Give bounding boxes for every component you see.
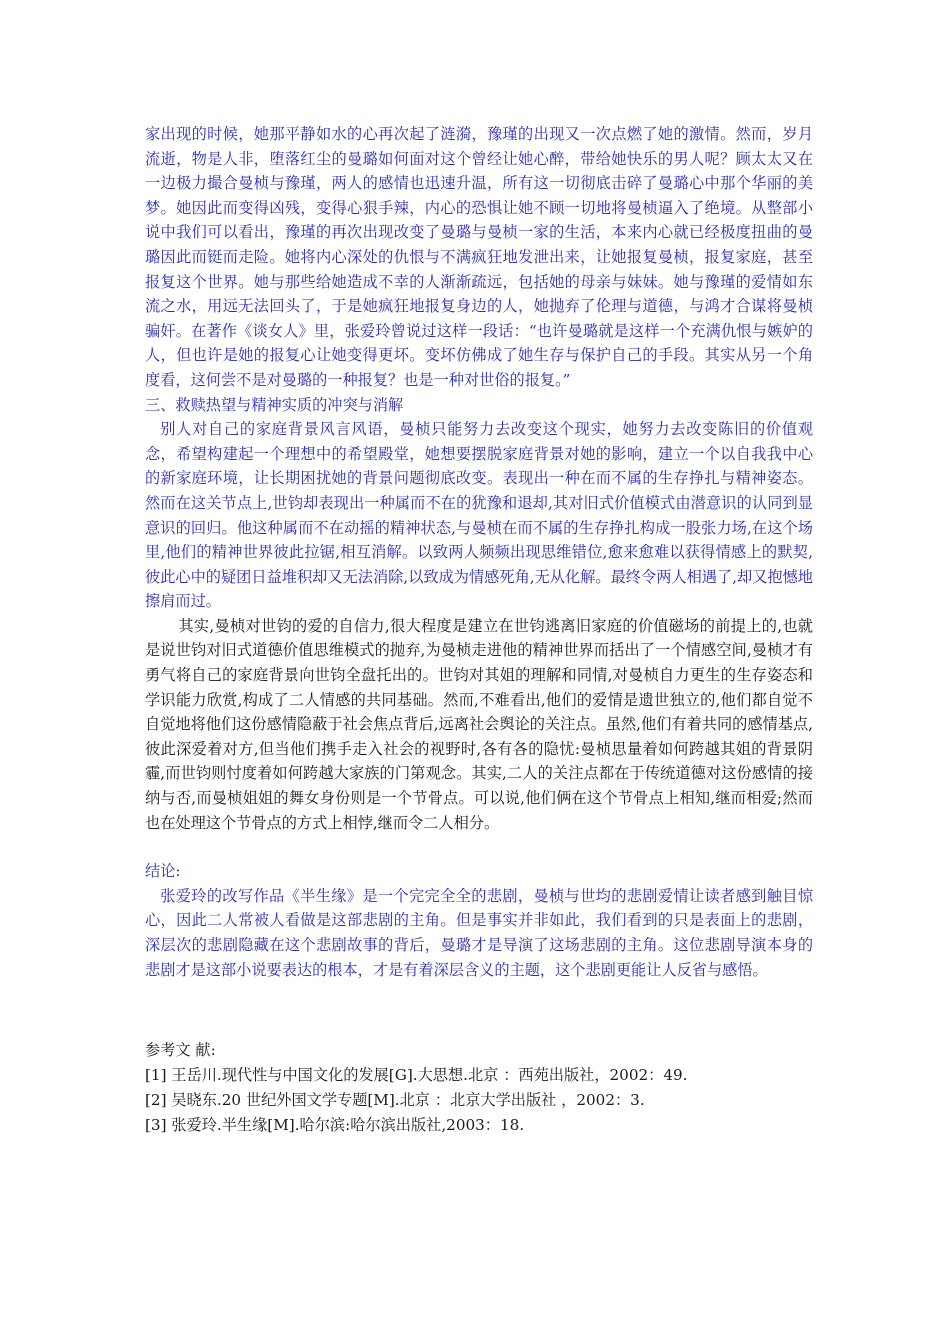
conclusion-paragraph: 张爱玲的改写作品《半生缘》是一个完完全全的悲剧，曼桢与世均的悲剧爱情让读者感到触目惊心，因此二人常被人看做是这部悲剧的主角。但是事实并非如此，我们看到的只是表面上的悲剧，深层次的悲剧隐藏在这个悲剧故事的背后，曼璐才是导演了这场悲剧的主角。这位悲剧导演本身的悲剧才是这部小说要表达的根本，才是有着深层含义的主题，这个悲剧更能让人反省与感悟。 [145, 886, 813, 979]
reference-item-1: [1] 王岳川.现代性与中国文化的发展[G].大思想.北京 ：西苑出版社，2002：49. [145, 1066, 688, 1085]
reference-item-2: [2] 吴晓东.20 世纪外国文学专题[M].北京 ：北京大学出版社 ，2002：3. [145, 1091, 645, 1110]
spacer [145, 835, 813, 859]
section2-continuation-paragraph: 家出现的时候，她那平静如水的心再次起了涟漪，豫瑾的出现又一次点燃了她的激情。然而，岁月流逝，物是人非，堕落红尘的曼璐如何面对这个曾经让她心醉，带给她快乐的男人呢？顾太太又在一边极力撮合曼桢与豫瑾，两人的感情也迅速升温，所有这一切彻底击碎了曼璐心中那个华丽的美梦。她因此而变得凶残，变得心狠手辣，内心的恐惧让她不顾一切地将曼桢逼入了绝境。从整部小说中我们可以看出，豫瑾的再次出现改变了曼璐与曼桢一家的生活，本来内心就已经极度扭曲的曼璐因此而铤而走险。她将内心深处的仇恨与不满疯狂地发泄出来，让她报复曼桢，报复家庭，甚至报复这个世界。她与那些给她造成不幸的人渐渐疏远，包括她的母亲与妹妹。她与豫瑾的爱情如东流之水，用远无法回头了，于是她疯狂地报复身边的人，她抛弃了伦理与道德，与鸿才合谋将曼桢骗奸。在著作《谈女人》里，张爱玲曾说过这样一段话：“也许曼璐就是这样一个充满仇恨与嫉妒的人，但也许是她的报复心让她变得更坏。变坏仿佛成了她生存与保护自己的手段。其实从另一个角度看，这何尝不是对曼璐的一种报复？也是一种对世俗的报复。” [145, 125, 813, 389]
reference-item-3: [3] 张爱玲.半生缘[M].哈尔滨:哈尔滨出版社,2003：18. [145, 1116, 525, 1135]
document-page [145, 122, 813, 1138]
spacer [145, 982, 813, 1038]
section3-paragraph-1: 别人对自己的家庭背景风言风语，曼桢只能努力去改变这个现实，她努力去改变陈旧的价值观念，希望构建起一个理想中的希望殿堂，她想要摆脱家庭背景对她的影响，建立一个以自我我中心的新家庭环境，让长期困扰她的背景问题彻底改变。表现出一种在而不属的生存挣扎与精神姿态。然而在这关节点上,世钧却表现出一种属而不在的犹豫和退却,其对旧式价值模式由潜意识的认同到显意识的回归。他这种属而不在动摇的精神状态,与曼桢在而不属的生存挣扎构成一股张力场,在这个场里,他们的精神世界彼此拉锯,相互消解。以致两人频频出现思维错位,愈来愈难以获得情感上的默契,彼此心中的疑团日益堆积却又无法消除,以致成为情感死角,无从化解。最终令两人相遇了,却又抱憾地擦肩而过。 [145, 420, 813, 611]
section3-heading: 三、救赎热望与精神实质的冲突与消解 [145, 395, 404, 414]
references-title: 参考文 献: [145, 1041, 216, 1060]
section3-paragraph-2: 其实,曼桢对世钧的爱的自信力,很大程度是建立在世钧逃离旧家庭的价值磁场的前提上的,也就是说世钧对旧式道德价值思维模式的抛弃,为曼桢走进他的精神世界而括出了一个情感空间,曼桢才有勇气将自己的家庭背景向世钧全盘托出的。世钧对其姐的理解和同情,对曼桢自力更生的生存姿态和学识能力欣赏,构成了二人情感的共同基础。然而,不难看出,他们的爱情是遗世独立的,他们都自觉不自觉地将他们这份感情隐蔽于社会焦点背后,远离社会舆论的关注点。虽然,他们有着共同的感情基点,彼此深爱着对方,但当他们携手走入社会的视野时,各有各的隐忧:曼桢思量着如何跨越其姐的背景阴霾,而世钧则忖度着如何跨越大家族的门第观念。其实,二人的关注点都在于传统道德对这份感情的接纳与否,而曼桢姐姐的舞女身份则是一个节骨点。可以说,他们俩在这个节骨点上相知,继而相爱;然而也在处理这个节骨点的方式上相悖,继而令二人相分。 [145, 616, 813, 832]
conclusion-heading: 结论: [145, 862, 181, 881]
